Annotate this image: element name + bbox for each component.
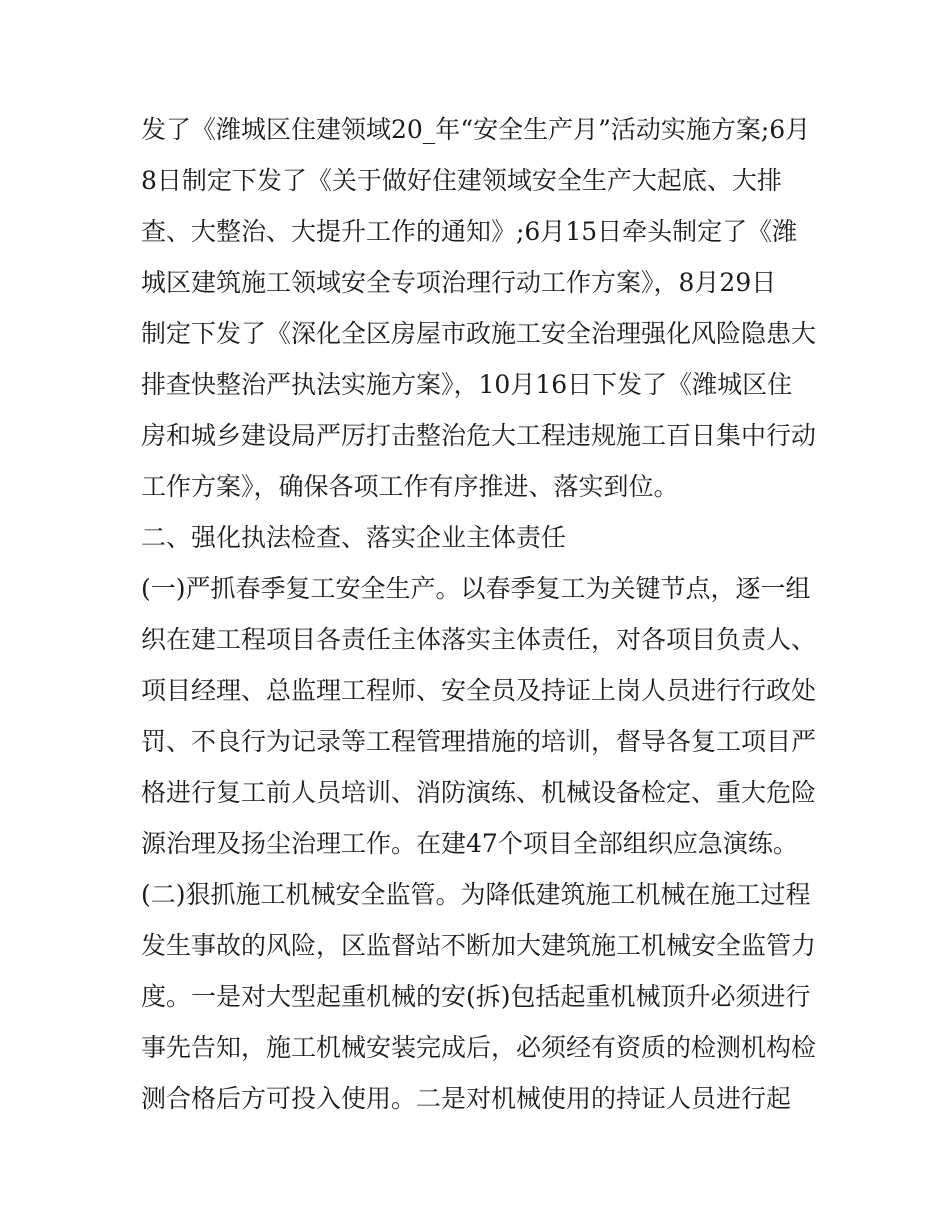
text-line: 测合格后方可投入使用。二是对机械使用的持证人员进行起 (141, 1084, 792, 1113)
text-line: 项目经理、总监理工程师、安全员及持证上岗人员进行行政处 (141, 676, 817, 705)
document-body (141, 104, 821, 1124)
text-line: 发了《潍城区住建领域20_年“安全生产月”活动实施方案;6月 (141, 115, 811, 144)
text-line: (一)严抓春季复工安全生产。以春季复工为关键节点，逐一组 (141, 574, 811, 603)
text-line: 罚、不良行为记录等工程管理措施的培训，督导各复工项目严 (141, 727, 817, 756)
text-line: 事先告知，施工机械安装完成后，必须经有资质的检测机构检 (141, 1033, 817, 1062)
text-line: 查、大整治、大提升工作的通知》;6月15日牵头制定了《潍 (141, 217, 798, 246)
text-line: 工作方案》，确保各项工作有序推进、落实到位。 (141, 472, 679, 501)
text-line: 织在建工程项目各责任主体落实主体责任，对各项目负责人、 (141, 625, 817, 654)
text-line: 制定下发了《深化全区房屋市政施工安全治理强化风险隐患大 (141, 319, 817, 348)
text-line: 发生事故的风险，区监督站不断加大建筑施工机械安全监管力 (141, 931, 817, 960)
text-line: (二)狠抓施工机械安全监管。为降低建筑施工机械在施工过程 (141, 880, 811, 909)
text-line: 格进行复工前人员培训、消防演练、机械设备检定、重大危险 (141, 778, 817, 807)
section-heading: 二、强化执法检查、落实企业主体责任 (141, 523, 567, 552)
text-line: 度。一是对大型起重机械的安(拆)包括起重机械顶升必须进行 (141, 982, 811, 1011)
text-line: 排查快整治严执法实施方案》，10月16日下发了《潍城区住 (141, 370, 793, 399)
text-line: 8日制定下发了《关于做好住建领域安全生产大起底、大排 (141, 166, 782, 195)
text-line: 城区建筑施工领域安全专项治理行动工作方案》，8月29日 (141, 268, 777, 297)
text-line: 房和城乡建设局严厉打击整治危大工程违规施工百日集中行动 (141, 421, 817, 450)
text-line: 源治理及扬尘治理工作。在建47个项目全部组织应急演练。 (141, 829, 798, 858)
